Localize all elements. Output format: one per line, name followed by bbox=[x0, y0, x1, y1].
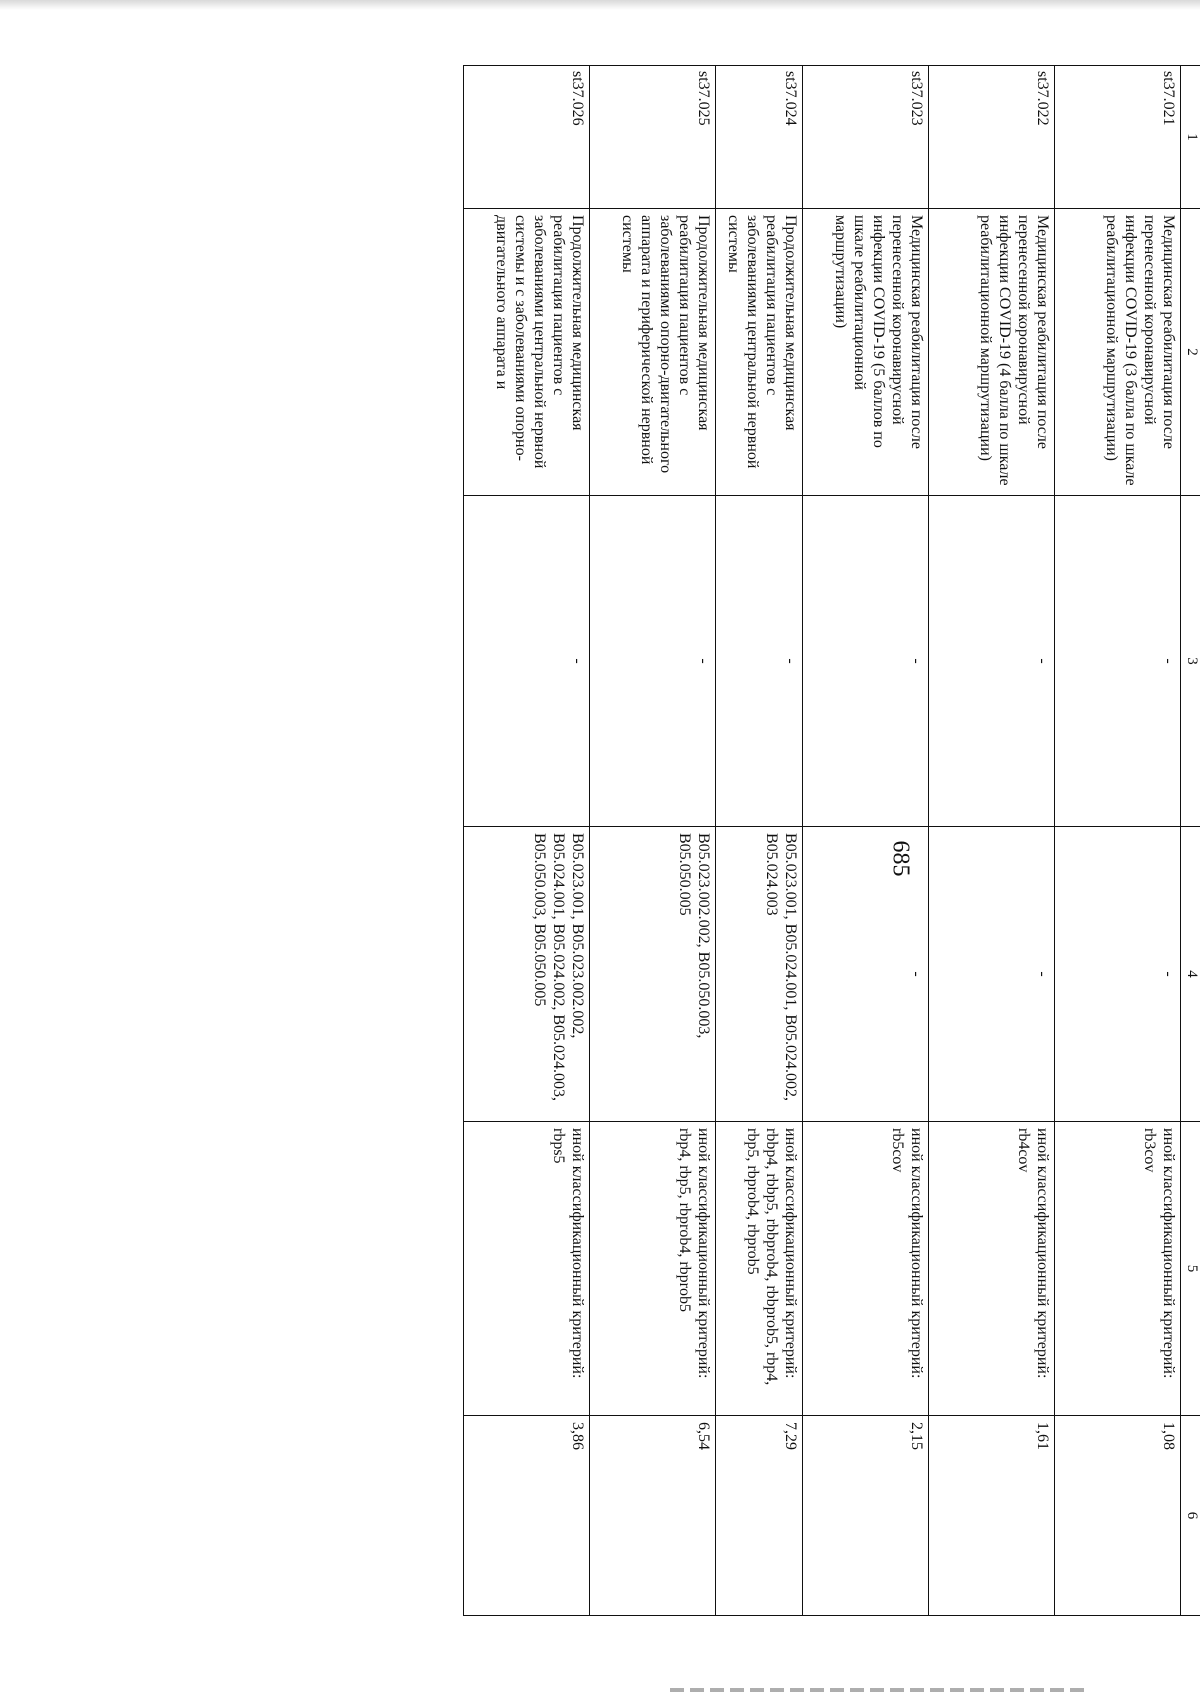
col4-cell: B05.023.001, B05.023.002.002, B05.024.001, B05.024.002, B05.024.003, B05.050.003, B05.050.005 bbox=[464, 827, 590, 1122]
col-header-1: 1 bbox=[1181, 66, 1200, 209]
col4-cell: - bbox=[929, 827, 1055, 1122]
coef-cell: 3,86 bbox=[464, 1416, 590, 1616]
col-header-6: 6 bbox=[1181, 1416, 1200, 1616]
code-cell: st37.024 bbox=[716, 66, 803, 209]
col4-cell: B05.023.001, B05.024.001, B05.024.002, B05.024.003 bbox=[716, 827, 803, 1122]
code-cell: st37.025 bbox=[590, 66, 716, 209]
criteria-cell: иной классификационный критерий: rbp4, rbp5, rbprob4, rbprob5 bbox=[590, 1122, 716, 1416]
table-row bbox=[716, 66, 803, 1616]
rotated-table-container bbox=[153, 65, 1200, 1615]
table-row bbox=[590, 66, 716, 1616]
col3-cell: - bbox=[716, 496, 803, 827]
criteria-cell: иной классификационный критерий: rb5cov bbox=[803, 1122, 929, 1416]
name-cell: Медицинская реабилитация после перенесенной коронавирусной инфекции COVID-19 (3 балла по шкале реабилитационной маршрутизации) bbox=[1055, 209, 1181, 496]
data-table bbox=[463, 65, 1200, 1616]
code-cell: st37.026 bbox=[464, 66, 590, 209]
col-header-4: 4 bbox=[1181, 827, 1200, 1122]
col3-cell: - bbox=[1055, 496, 1181, 827]
col-header-5: 5 bbox=[1181, 1122, 1200, 1416]
coef-cell: 1,61 bbox=[929, 1416, 1055, 1616]
name-cell: Медицинская реабилитация после перенесенной коронавирусной инфекции COVID-19 (4 балла по шкале реабилитационной маршрутизации) bbox=[929, 209, 1055, 496]
coef-cell: 2,15 bbox=[803, 1416, 929, 1616]
header-row bbox=[1181, 66, 1200, 1616]
page-number: 685 bbox=[887, 840, 914, 877]
col-header-3: 3 bbox=[1181, 496, 1200, 827]
col3-cell: - bbox=[464, 496, 590, 827]
col4-cell: - bbox=[1055, 827, 1181, 1122]
scan-edge bbox=[0, 0, 1200, 10]
table-row bbox=[464, 66, 590, 1616]
coef-cell: 1,08 bbox=[1055, 1416, 1181, 1616]
col3-cell: - bbox=[590, 496, 716, 827]
col3-cell: - bbox=[929, 496, 1055, 827]
criteria-cell: иной классификационный критерий: rb4cov bbox=[929, 1122, 1055, 1416]
name-cell: Продолжительная медицинская реабилитация пациентов с заболеваниями центральной нервной системы bbox=[716, 209, 803, 496]
code-cell: st37.021 bbox=[1055, 66, 1181, 209]
name-cell: Продолжительная медицинская реабилитация пациентов с заболеваниями центральной нервной системы и с заболеваниями опорно-двигательного аппарата и bbox=[464, 209, 590, 496]
name-cell: Продолжительная медицинская реабилитация пациентов с заболеваниями опорно-двигательного аппарата и периферической нервной системы bbox=[590, 209, 716, 496]
coef-cell: 6,54 bbox=[590, 1416, 716, 1616]
col3-cell: - bbox=[803, 496, 929, 827]
criteria-cell: иной классификационный критерий: rbbp4, rbbp5, rbbprob4, rbbprob5, rbp4, rbp5, rbprob4, rbprob5 bbox=[716, 1122, 803, 1416]
col-header-2: 2 bbox=[1181, 209, 1200, 496]
col4-cell: B05.023.002.002, B05.050.003, B05.050.005 bbox=[590, 827, 716, 1122]
name-cell: Медицинская реабилитация после перенесенной коронавирусной инфекции COVID-19 (5 баллов по шкале реабилитационной маршрутизации) bbox=[803, 209, 929, 496]
table-row bbox=[929, 66, 1055, 1616]
col4-cell: - bbox=[803, 827, 929, 1122]
criteria-cell: иной классификационный критерий: rb3cov bbox=[1055, 1122, 1181, 1416]
table-row bbox=[1055, 66, 1181, 1616]
table-row bbox=[803, 66, 929, 1616]
scan-artifact bbox=[670, 1688, 1090, 1692]
criteria-cell: иной классификационный критерий: rbps5 bbox=[464, 1122, 590, 1416]
coef-cell: 7,29 bbox=[716, 1416, 803, 1616]
code-cell: st37.022 bbox=[929, 66, 1055, 209]
code-cell: st37.023 bbox=[803, 66, 929, 209]
